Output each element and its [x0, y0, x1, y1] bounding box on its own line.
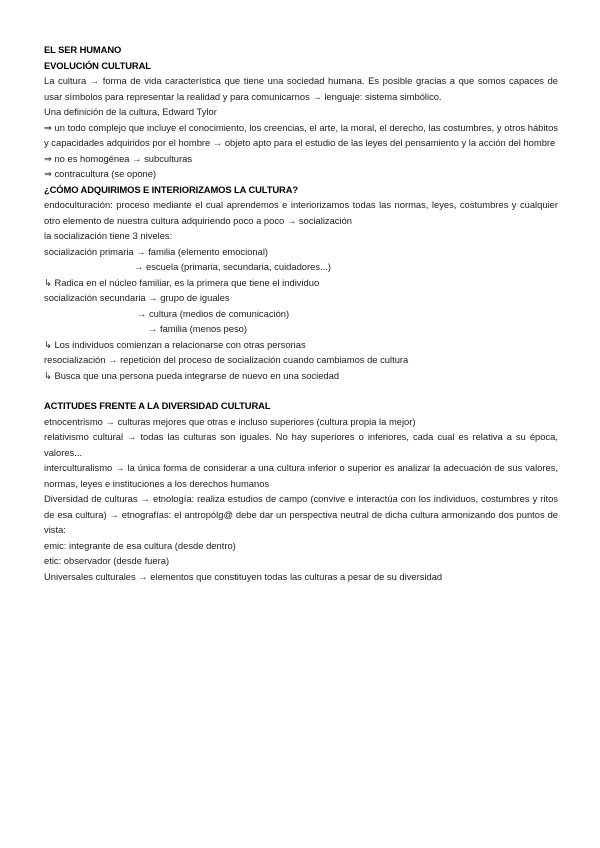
- paragraph: ⇒ contracultura (se opone): [44, 168, 157, 179]
- document-title: EL SER HUMANO: [44, 44, 122, 55]
- paragraph-indented: → familia (menos peso): [148, 323, 247, 334]
- paragraph: interculturalismo → la única forma de considerar a una cultura inferior o superior es analizar la adecuación de sus valores, normas, leyes e instituciones a los derechos humanos: [44, 462, 558, 489]
- paragraph: resocialización → repetición del proceso de socialización cuando cambiamos de cultura: [44, 354, 409, 365]
- paragraph: emic: integrante de esa cultura (desde dentro): [44, 539, 236, 551]
- paragraph: endoculturación: proceso mediante el cual aprendemos e interiorizamos todas las normas, leyes, costumbres y cualquier otro elemento de nuestra cultura adquiriendo poco a poco → socialización: [44, 199, 558, 226]
- paragraph: etic: observador (desde fuera): [44, 555, 170, 566]
- paragraph: Universales culturales → elementos que constituyen todas las culturas a pesar de su diversidad: [44, 570, 443, 582]
- section-heading-actitudes: ACTITUDES FRENTE A LA DIVERSIDAD CULTURAL: [44, 400, 271, 411]
- section-heading-adquirimos: ¿CÓMO ADQUIRIMOS E INTERIORIZAMOS LA CULTURA?: [44, 183, 298, 195]
- paragraph: La cultura → forma de vida característica que tiene una sociedad humana. Es posible gracias a que somos capaces de usar símbolos para representar la realidad y para comunicarnos → lenguaje: sistema simbólico.: [44, 75, 558, 102]
- paragraph: Una definición de la cultura, Edward Tylor: [44, 106, 217, 117]
- document-page: [44, 42, 558, 584]
- paragraph: socialización primaria → familia (elemento emocional): [44, 245, 269, 257]
- paragraph: ⇒ un todo complejo que incluye el conocimiento, los creencias, el arte, la moral, el derecho, las costumbres, y otros hábitos y capacidades adquiridos por el hombre → objeto apto para el estudio de las leyes del pensamiento y la acción del hombre: [44, 121, 558, 148]
- paragraph: ⇒ no es homogénea → subculturas: [44, 152, 193, 164]
- paragraph: la socialización tiene 3 niveles:: [44, 230, 173, 241]
- spacer: [44, 383, 558, 398]
- paragraph-indented: → cultura (medios de comunicación): [137, 307, 290, 319]
- paragraph: ↳ Busca que una persona pueda integrarse de nuevo en una sociedad: [44, 369, 340, 381]
- paragraph: ↳ Radica en el núcleo familiar, es la primera que tiene el individuo: [44, 276, 320, 288]
- paragraph: Diversidad de culturas → etnología: realiza estudios de campo (convive e interactúa con los individuos, costumbres y ritos de esa cultura) → etnografías: el antropólg@ debe dar un perspectiva neutral de dicha cultura armonizando dos puntos de vista:: [44, 493, 558, 535]
- paragraph-indented: → escuela (primaria, secundaria, cuidadores...): [134, 261, 331, 272]
- paragraph: ↳ Los individuos comienzan a relacionarse con otras personas: [44, 338, 306, 350]
- section-heading-evolucion: EVOLUCIÓN CULTURAL: [44, 59, 151, 71]
- paragraph: socialización secundaria → grupo de iguales: [44, 292, 230, 303]
- paragraph: etnocentrismo → culturas mejores que otras e incluso superiores (cultura propia la mejor): [44, 415, 416, 427]
- paragraph: relativismo cultural → todas las culturas son iguales. No hay superiores o inferiores, cada cual es relativa a su época, valores...: [44, 431, 558, 458]
